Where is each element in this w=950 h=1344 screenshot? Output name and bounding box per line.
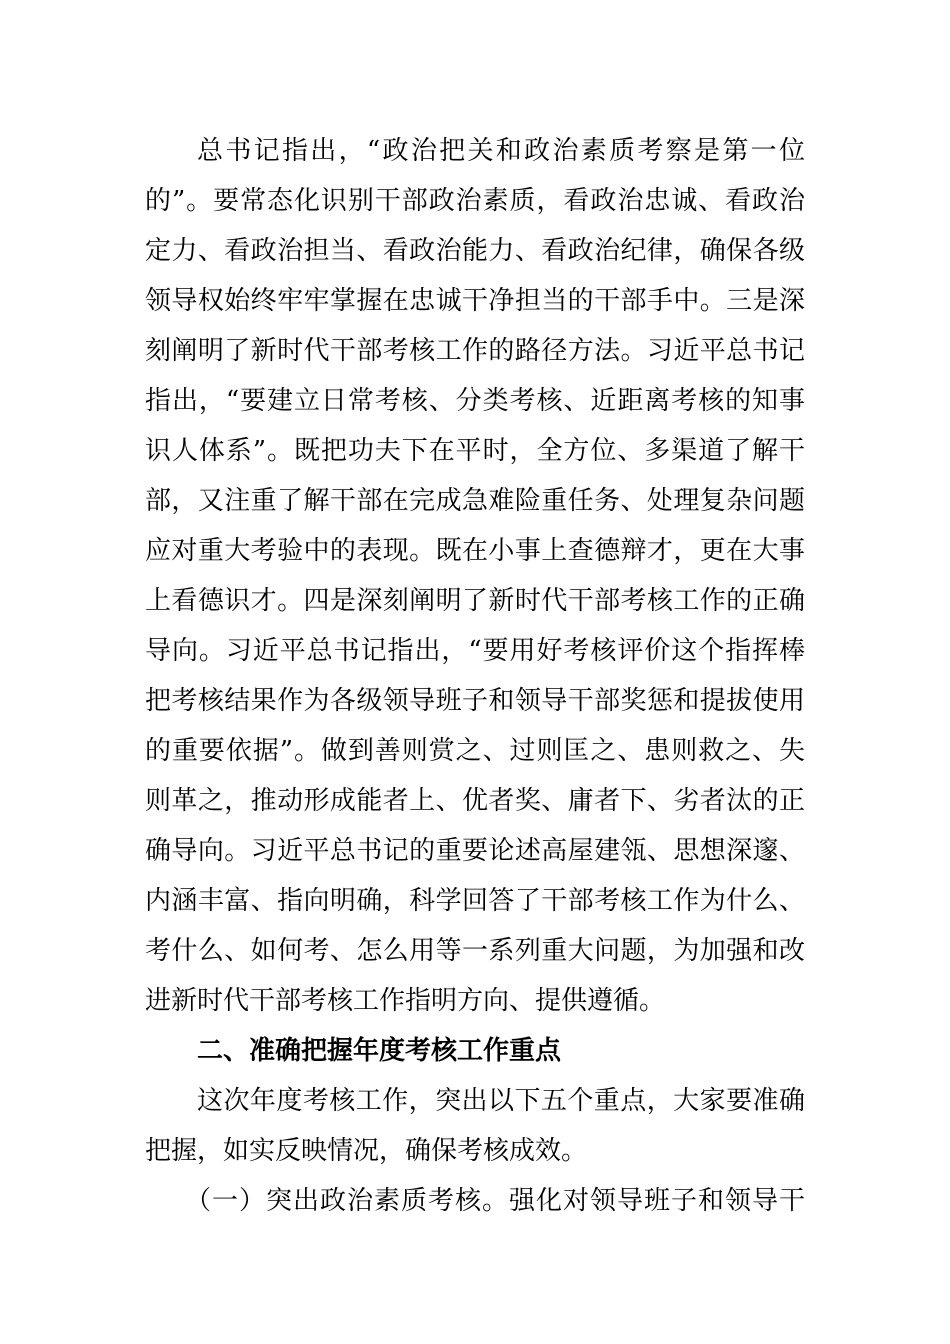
paragraph-line xyxy=(145,376,805,426)
line-text: 则革之，推动形成能者上、优者奖、庸者下、劣者汰的正 xyxy=(145,786,805,816)
line-text: 领导权始终牢牢掌握在忠诚干净担当的干部手中。三是深 xyxy=(145,286,805,316)
line-text: （一）突出政治素质考核。强化对领导班子和领导干 xyxy=(185,1186,805,1216)
paragraph-line xyxy=(145,876,805,926)
line-text: 考什么、如何考、怎么用等一系列重大问题，为加强和改 xyxy=(145,936,805,966)
line-text: 把考核结果作为各级领导班子和领导干部奖惩和提拔使用 xyxy=(145,686,805,716)
paragraph-line xyxy=(145,326,805,376)
line-text: 应对重大考验中的表现。既在小事上查德辩才，更在大事 xyxy=(145,536,805,566)
paragraph-line xyxy=(145,776,805,826)
paragraph-line xyxy=(145,1126,805,1176)
subsection-line xyxy=(145,1176,805,1226)
document-body xyxy=(145,126,805,1226)
line-text: 确导向。习近平总书记的重要论述高屋建瓴、思想深邃、 xyxy=(145,836,805,866)
line-text: 识人体系”。既把功夫下在平时，全方位、多渠道了解干 xyxy=(145,436,805,466)
paragraph-line xyxy=(145,476,805,526)
line-text: 上看德识才。四是深刻阐明了新时代干部考核工作的正确 xyxy=(145,586,805,616)
paragraph-line xyxy=(145,1076,805,1126)
line-text: 定力、看政治担当、看政治能力、看政治纪律，确保各级 xyxy=(145,236,805,266)
line-text: 导向。习近平总书记指出，“要用好考核评价这个指挥棒 xyxy=(145,636,805,666)
paragraph-line xyxy=(145,176,805,226)
section-heading-text: 二、准确把握年度考核工作重点 xyxy=(197,1036,562,1066)
paragraph-line xyxy=(145,826,805,876)
paragraph-line xyxy=(145,726,805,776)
line-text: 把握，如实反映情况，确保考核成效。 xyxy=(145,1136,588,1166)
line-text: 内涵丰富、指向明确，科学回答了干部考核工作为什么、 xyxy=(145,886,805,916)
paragraph-line xyxy=(145,526,805,576)
paragraph-line xyxy=(145,926,805,976)
paragraph-line xyxy=(145,126,805,176)
line-text: 部，又注重了解干部在完成急难险重任务、处理复杂问题 xyxy=(145,486,805,516)
paragraph-line xyxy=(145,276,805,326)
line-text: 的”。要常态化识别干部政治素质，看政治忠诚、看政治 xyxy=(145,186,805,216)
paragraph-line xyxy=(145,976,805,1026)
line-text: 指出，“要建立日常考核、分类考核、近距离考核的知事 xyxy=(145,386,805,416)
section-heading xyxy=(145,1026,805,1076)
line-text: 的重要依据”。做到善则赏之、过则匡之、患则救之、失 xyxy=(145,736,805,766)
line-text: 刻阐明了新时代干部考核工作的路径方法。习近平总书记 xyxy=(145,336,805,366)
line-text: 总书记指出，“政治把关和政治素质考察是第一位 xyxy=(197,136,805,166)
paragraph-line xyxy=(145,576,805,626)
line-text: 进新时代干部考核工作指明方向、提供遵循。 xyxy=(145,986,666,1016)
paragraph-line xyxy=(145,226,805,276)
line-text: 这次年度考核工作，突出以下五个重点，大家要准确 xyxy=(197,1086,805,1116)
paragraph-line xyxy=(145,626,805,676)
paragraph-line xyxy=(145,676,805,726)
paragraph-line xyxy=(145,426,805,476)
